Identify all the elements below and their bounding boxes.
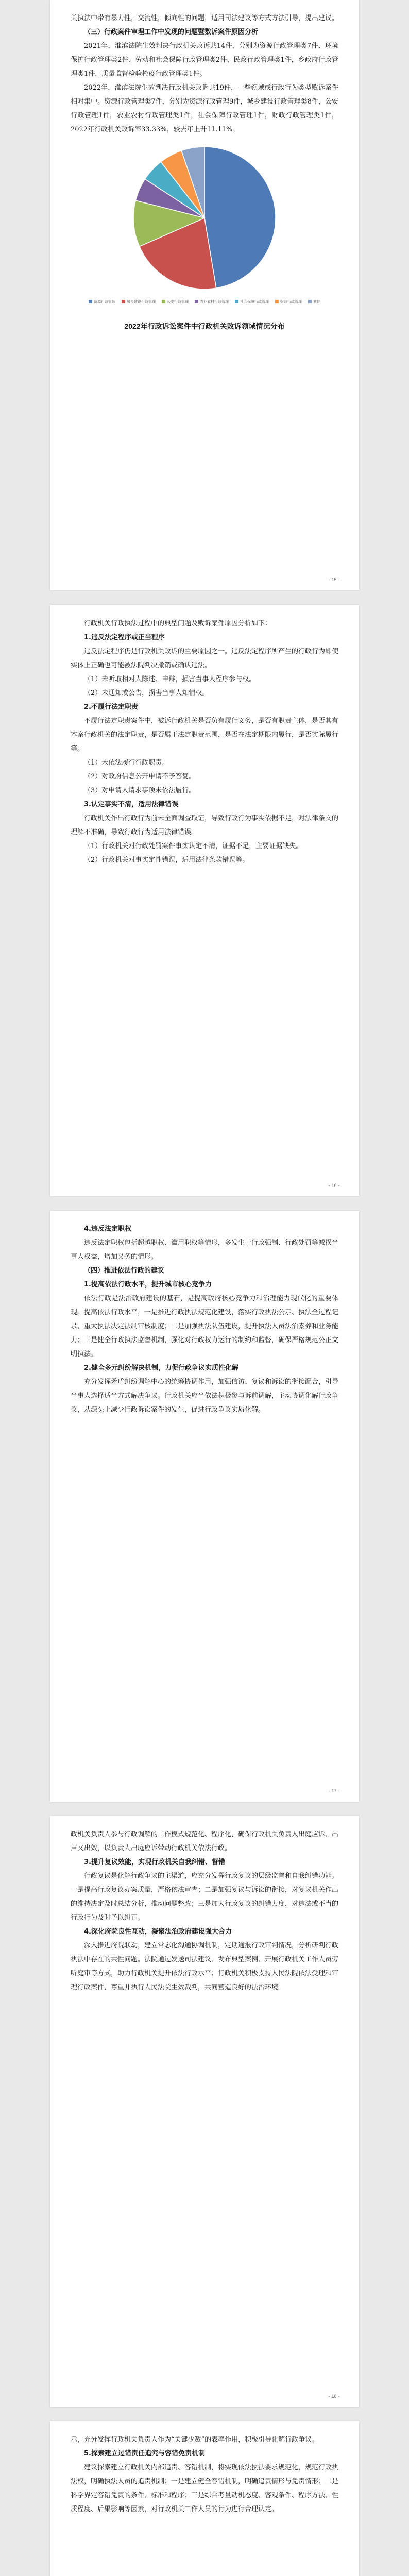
page-number: - 18 -: [328, 2394, 339, 2399]
document-page-5: [50, 2421, 359, 2576]
paragraph: 2021年，淮滨法院生效判决行政机关败诉共14件，分别为资源行政管理类7件、环境保护行政管理类2件、劳动和社会保障行政管理类2件、民政行政管理类1件，乡政府行政管理类1件，质量监督检验检疫行政管理类1件。: [71, 42, 338, 78]
paragraph: 行政复议是化解行政争议的主渠道，应充分发挥行政复议的层级监督和自我纠错功能。一是提高行政复议办案质量，严格依法审查；二是加强复议与诉讼的衔接，对复议机关作出的维持决定及时总结分析，推动问题整改；三是加大行政复议的纠错力度，对违法或不当的行政行为及时予以纠正。: [71, 1872, 339, 1922]
list-item: （2）行政机关对事实定性错误，适用法律条款错误等。: [84, 856, 249, 864]
list-item: （1）行政机关对行政处罚案件事实认定不清，证据不足，主要证据缺失。: [84, 842, 303, 850]
pie-chart-svg: [117, 141, 292, 295]
legend-item: [275, 299, 302, 306]
paragraph: 深入推进府院联动，建立常态化沟通协调机制，定期通报行政审判情况，分析研判行政执法中存在的共性问题。法院通过发送司法建议、发布典型案例、开展行政机关工作人员旁听庭审等方式，助力行政机关提升依法行政水平；行政机关积极支持人民法院依法受理和审理行政案件，尊重并执行人民法院生效裁判，共同营造良好的法治环境。: [71, 1942, 339, 1991]
legend-label: 其他: [313, 300, 320, 304]
document-page-4: [50, 1816, 359, 2407]
chart-legend: [76, 297, 333, 306]
paragraph: 充分发挥矛盾纠纷调解中心的统筹协调作用，加强信访、复议和诉讼的衔接配合，引导当事人选择适当方式解决争议。行政机关应当依法积极参与诉前调解，主动协调化解行政争议，从源头上减少行政诉讼案件的发生，促进行政争议实质化解。: [71, 1378, 339, 1414]
legend-item: [195, 299, 229, 306]
legend-swatch: [235, 300, 238, 303]
pie-chart: [71, 141, 338, 306]
legend-label: 资源行政管理: [94, 300, 115, 304]
legend-item: [122, 299, 156, 306]
legend-item: [89, 299, 115, 306]
section-heading: （三）行政案件审理工作中发现的问题暨数诉案件原因分析: [84, 28, 259, 36]
page-number: - 15 -: [328, 577, 339, 582]
section-heading: （四）推进依法行政的建议: [84, 1267, 165, 1275]
legend-label: 公安行政管理: [167, 300, 189, 304]
paragraph: 2022年，淮滨法院生效判决行政机关败诉共19件，一些领域或行政行为类型败诉案件相对集中。资源行政管理类7件，分别为资源行政管理9件，城乡建设行政管理类8件，公安行政管理1件，农业农村行政管理类1件，社会保障行政管理1件，财政行政管理类1件，2022年行政机关败诉率33.33%，较去年上升11.11%。: [71, 84, 338, 133]
document-page-1: [50, 0, 359, 590]
subheading: 2.健全多元纠纷解决机制，力促行政争议实质性化解: [84, 1364, 238, 1372]
paragraph: 违反法定程序仍是行政机关败诉的主要原因之一。违反法定程序所产生的行政行为即使实体上正确也可能被法院判决撤销或确认违法。: [71, 648, 339, 669]
paragraph: 建议探索建立行政机关内部追责、容错机制，将实现依法执法要求规范化，规范行政执法权，明确执法人员的追责机制；一是建立健全容错机制，明确追责情形与免责情形；二是科学界定容错免责的条件、标准和程序；三是综合考量动机态度、客观条件、程序方法、性质程度、后果影响等因素，对行政机关工作人员的行为进行合理认定。: [71, 2464, 339, 2513]
legend-item: [308, 299, 320, 306]
subheading: 1.提高依法行政水平，提升城市核心竞争力: [84, 1281, 212, 1289]
chart-title: 2022年行政诉讼案件中行政机关败诉领域情况分布: [124, 322, 285, 330]
paragraph: 依法行政是法治政府建设的基石，是提高政府核心竞争力和治理能力现代化的重要体现。提高依法行政水平，一是推进行政执法规范化建设，落实行政执法公示、执法全过程记录、重大执法决定法制审核制度；二是加强执法队伍建设，提升执法人员法治素养和业务能力；三是健全行政执法监督机制，强化对行政权力运行的制约和监督，确保严格规范公正文明执法。: [71, 1295, 339, 1358]
subheading: 4.深化府院良性互动，凝聚法治政府建设强大合力: [84, 1928, 232, 1936]
legend-swatch: [89, 300, 92, 303]
list-item: （2）对政府信息公开申请不予答复。: [84, 773, 196, 781]
legend-label: 农业农村行政管理: [200, 300, 229, 304]
document-page-3: [50, 1211, 359, 1802]
legend-item: [162, 299, 189, 306]
list-item: （1）未听取相对人陈述、申辩，损害当事人程序参与权。: [84, 675, 256, 683]
legend-swatch: [162, 300, 165, 303]
paragraph: 示，充分发挥行政机关负责人作为“关键少数”的表率作用，积极引导化解行政争议。: [71, 2436, 319, 2444]
legend-label: 城乡建设行政管理: [127, 300, 156, 304]
page-number: - 16 -: [328, 1183, 339, 1188]
subheading: 3.认定事实不清，适用法律错误: [84, 801, 178, 808]
paragraph: 行政机关行政执法过程中的典型问题及败诉案件原因分析如下：: [84, 620, 272, 628]
subheading: 3.提升复议效能，实现行政机关自我纠错、督错: [84, 1858, 225, 1866]
legend-item: [235, 299, 269, 306]
page-number: - 17 -: [328, 1788, 339, 1793]
subheading: 1.违反法定程序或正当程序: [84, 634, 165, 641]
legend-swatch: [308, 300, 312, 303]
legend-label: 社会保障行政管理: [240, 300, 269, 304]
paragraph: 政机关负责人参与行政调解的工作模式规范化、程序化，确保行政机关负责人出庭应诉、出声又出效，以负责人出庭应诉带动行政机关依法行政。: [71, 1831, 339, 1852]
legend-swatch: [122, 300, 125, 303]
legend-label: 财政行政管理: [280, 300, 302, 304]
pie-slice: [204, 147, 276, 288]
subheading: 4.违反法定职权: [84, 1225, 131, 1233]
legend-swatch: [275, 300, 279, 303]
legend-swatch: [195, 300, 198, 303]
list-item: （3）对申请人请求事项未依法履行。: [84, 787, 196, 794]
paragraph: 行政机关作出行政行为前未全面调查取证，导致行政行为事实依据不足，对法律条文的理解不准确，导致行政行为适用法律错误。: [71, 815, 339, 836]
document-page-2: [50, 605, 359, 1196]
paragraph: 关执法中带有暴力性，交流性，倾向性的问题，适用司法建议等方式方法引导，提出建议。: [71, 14, 339, 22]
subheading: 5.探索建立过错责任追究与容错免责机制: [84, 2450, 205, 2458]
subheading: 2.不履行法定职责: [84, 703, 138, 711]
list-item: （1）未依法履行行政职责。: [84, 759, 169, 767]
paragraph: 违反法定职权包括超越职权、滥用职权等情形，多发生于行政强制、行政处罚等减损当事人权益，增加义务的情形。: [71, 1239, 339, 1261]
paragraph: 不履行法定职责案件中，被诉行政机关是否负有履行义务，是否有职责主体，是否其有本案行政机关的法定职责，是否属于法定职责范围，是否在法定期限内履行，是否实际履行等。: [71, 717, 339, 753]
list-item: （2）未通知或公告，损害当事人知情权。: [84, 689, 209, 697]
